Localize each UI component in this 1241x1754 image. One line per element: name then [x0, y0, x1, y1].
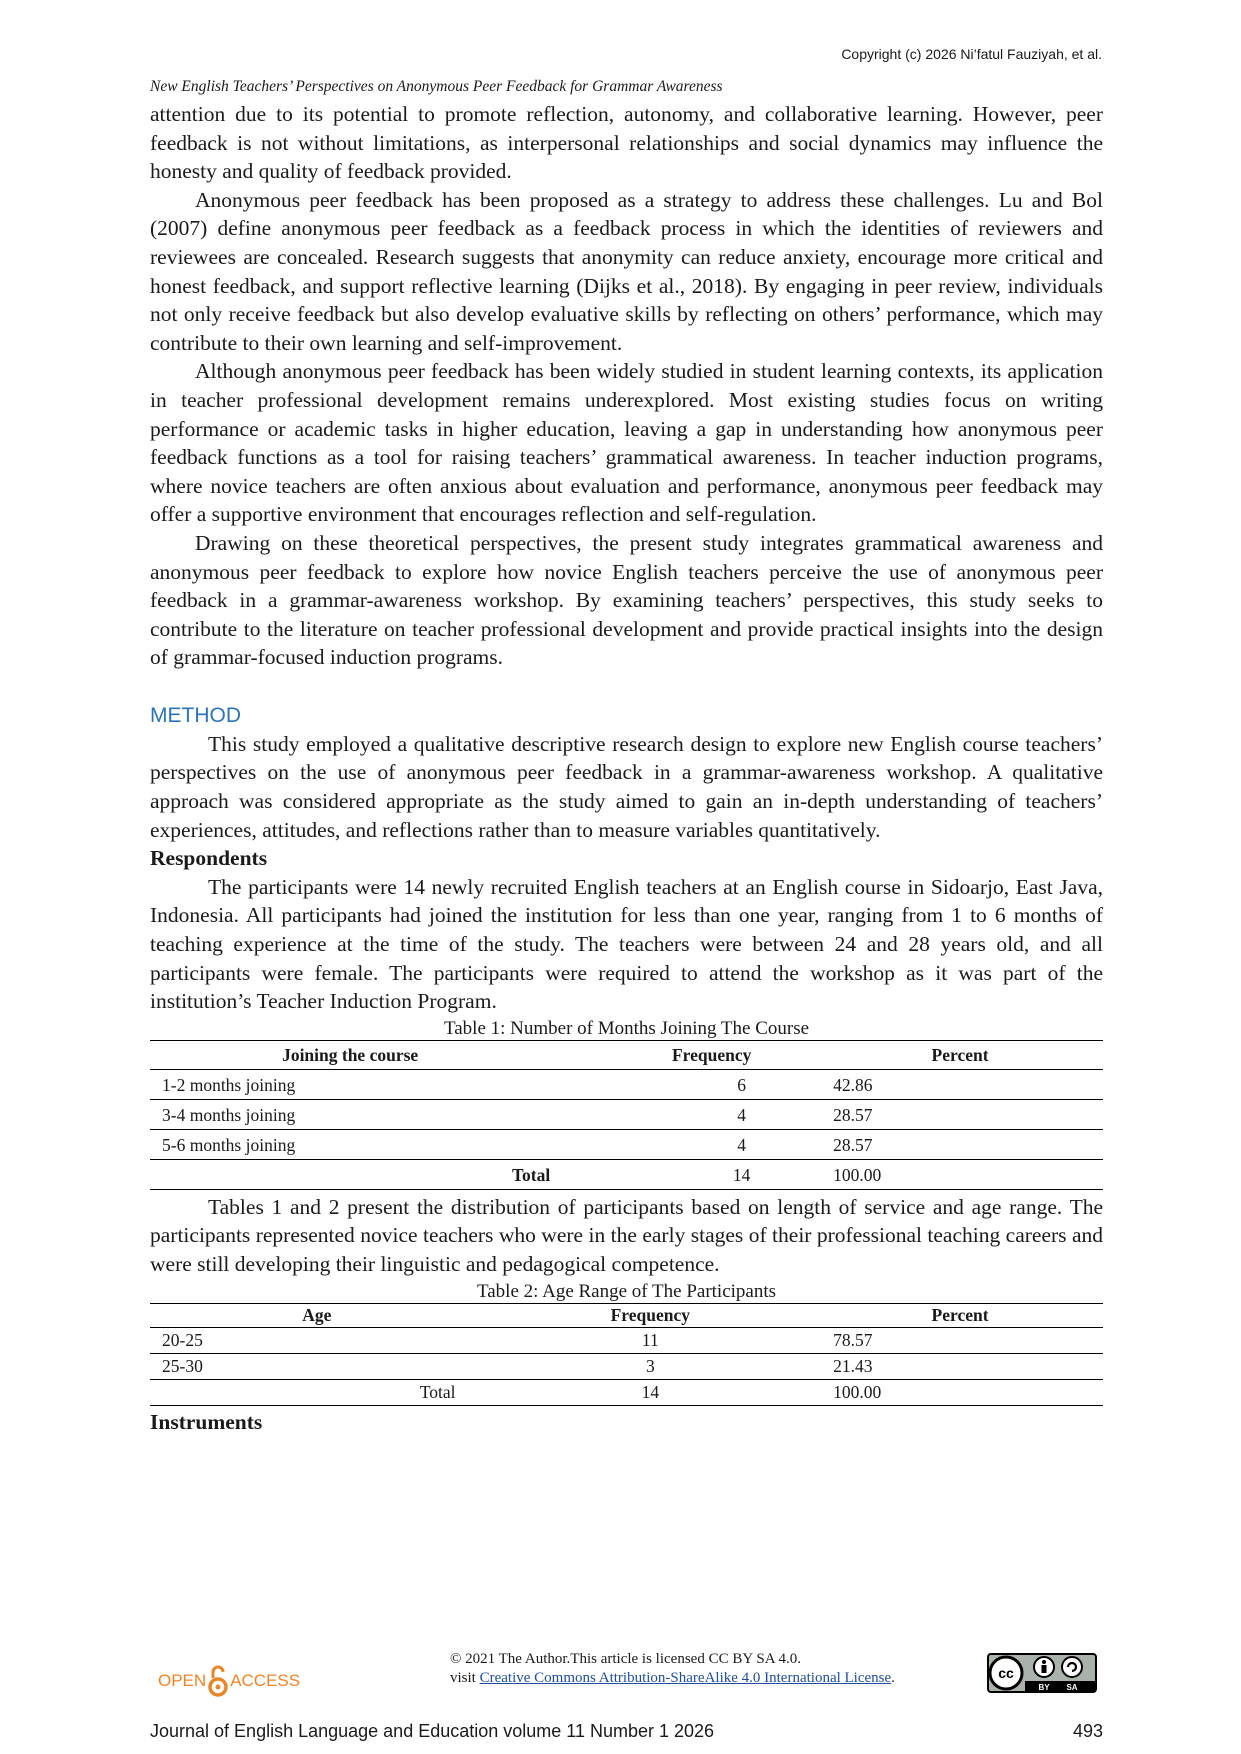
subheading-instruments: Instruments	[150, 1409, 263, 1434]
table-row	[150, 1129, 1103, 1159]
table-cell: 4	[550, 1099, 817, 1129]
paragraph: The participants were 14 newly recruited English teachers at an English course in Sidoarjo, East Java, Indonesia. All participants had joined the institution for less than one year, ranging from 1 to 6 months of teaching experience at the time of the study. The teachers were between 24 and 28 years old, and all participants were female. The participants were required to attend the workshop as it was part of the institution’s Teacher Induction Program.	[150, 874, 1103, 1014]
table-cell: 14	[550, 1159, 817, 1189]
table-cell: 3	[484, 1353, 818, 1379]
column-header: Joining the course	[150, 1040, 550, 1069]
cc-by-label: BY	[1038, 1683, 1050, 1692]
table-cell: 21.43	[817, 1353, 1103, 1379]
cc-sa-label: SA	[1066, 1683, 1078, 1692]
svg-text:cc: cc	[998, 1665, 1014, 1681]
table-row	[150, 1353, 1103, 1379]
cc-license-icon	[987, 1653, 1097, 1693]
table-header-row	[150, 1040, 1103, 1069]
paragraph: Although anonymous peer feedback has been widely studied in student learning contexts, its application in teacher professional development remains underexplored. Most existing studies focus on writing performance or academic tasks in higher education, leaving a gap in understanding how anonymous peer feedback functions as a tool for raising teachers’ grammatical awareness. In teacher induction programs, where novice teachers are often anxious about evaluation and performance, anonymous peer feedback may offer a supportive environment that encourages reflection and self-regulation.	[150, 359, 1103, 527]
table-cell: Total	[150, 1379, 484, 1405]
table-cell: 28.57	[817, 1099, 1103, 1129]
page-number: 493	[1072, 1721, 1103, 1741]
table1	[150, 1040, 1103, 1190]
table-row	[150, 1327, 1103, 1353]
table-cell: Total	[150, 1159, 550, 1189]
table-cell: 4	[550, 1129, 817, 1159]
table2	[150, 1303, 1103, 1406]
paragraph: attention due to its potential to promote reflection, autonomy, and collaborative learning. However, peer feedback is not without limitations, as interpersonal relationships and social dynamics may influence the honesty and quality of feedback provided.	[150, 102, 1103, 184]
table-cell: 25-30	[150, 1353, 484, 1379]
paragraph: This study employed a qualitative descriptive research design to explore new English course teachers’ perspectives on the use of anonymous peer feedback in a grammar-awareness workshop. A qualitative approach was considered appropriate as the study aimed to gain an in-depth understanding of teachers’ experiences, attitudes, and reflections rather than to measure variables quantitatively.	[150, 731, 1103, 842]
open-access-right: ACCESS	[230, 1671, 301, 1690]
open-access-left: OPEN	[158, 1671, 207, 1690]
page-footer	[150, 1721, 1103, 1742]
column-header: Percent	[817, 1040, 1103, 1069]
column-header: Frequency	[550, 1040, 817, 1069]
section-heading-method: METHOD	[150, 703, 241, 727]
table-cell: 100.00	[817, 1379, 1103, 1405]
table-cell: 42.86	[817, 1069, 1103, 1099]
column-header: Frequency	[484, 1303, 818, 1327]
table-total-row	[150, 1159, 1103, 1189]
table2-caption: Table 2: Age Range of The Participants	[476, 1280, 777, 1302]
table-row	[150, 1069, 1103, 1099]
license-link[interactable]: Creative Commons Attribution-ShareAlike 4.0 International License	[479, 1670, 892, 1686]
cc-by-sa-badge[interactable]	[987, 1653, 1097, 1693]
table-cell: 100.00	[817, 1159, 1103, 1189]
license-visit-text: visit	[450, 1670, 480, 1686]
table-cell: 14	[484, 1379, 818, 1405]
license-notice	[450, 1650, 895, 1688]
table-cell: 3-4 months joining	[150, 1099, 550, 1129]
table-cell: 5-6 months joining	[150, 1129, 550, 1159]
subheading-respondents: Respondents	[150, 846, 268, 871]
table-header-row	[150, 1303, 1103, 1327]
table-cell: 20-25	[150, 1327, 484, 1353]
table-cell: 78.57	[817, 1327, 1103, 1353]
table-row	[150, 1099, 1103, 1129]
open-access-logo	[158, 1664, 300, 1698]
table-cell: 1-2 months joining	[150, 1069, 550, 1099]
table-total-row	[150, 1379, 1103, 1405]
paragraph: Drawing on these theoretical perspectives, the present study integrates grammatical awareness and anonymous peer feedback to explore how novice English teachers perceive the use of anonymous peer feedback in a grammar-awareness workshop. By examining teachers’ perspectives, this study seeks to contribute to the literature on teacher professional development and provide practical insights into the design of grammar-focused induction programs.	[150, 530, 1103, 670]
copyright-notice: Copyright (c) 2026 Ni’fatul Fauziyah, et al.	[841, 46, 1102, 62]
open-lock-icon	[207, 1664, 229, 1698]
column-header: Percent	[817, 1303, 1103, 1327]
table1-caption: Table 1: Number of Months Joining The Course	[443, 1017, 810, 1039]
article-body	[150, 100, 1103, 1436]
table-cell: 11	[484, 1327, 818, 1353]
column-header: Age	[150, 1303, 484, 1327]
table-cell: 28.57	[817, 1129, 1103, 1159]
table-cell: 6	[550, 1069, 817, 1099]
running-title: New English Teachers’ Perspectives on Anonymous Peer Feedback for Grammar Awareness	[150, 78, 723, 95]
license-line: © 2021 The Author.This article is licensed CC BY SA 4.0.	[450, 1651, 801, 1667]
paragraph: Tables 1 and 2 present the distribution of participants based on length of service and age range. The participants represented novice teachers who were in the early stages of their professional teaching careers and were still developing their linguistic and pedagogical competence.	[150, 1194, 1103, 1276]
journal-name: Journal of English Language and Education volume 11 Number 1 2026	[150, 1721, 715, 1741]
license-period: .	[891, 1670, 895, 1686]
paragraph: Anonymous peer feedback has been proposed as a strategy to address these challenges. Lu and Bol (2007) define anonymous peer feedback as a feedback process in which the identities of reviewers and reviewees are concealed. Research suggests that anonymity can reduce anxiety, encourage more critical and honest feedback, and support reflective learning (Dijks et al., 2018). By engaging in peer review, individuals not only receive feedback but also develop evaluative skills by reflecting on others’ performance, which may contribute to their own learning and self-improvement.	[150, 187, 1103, 355]
